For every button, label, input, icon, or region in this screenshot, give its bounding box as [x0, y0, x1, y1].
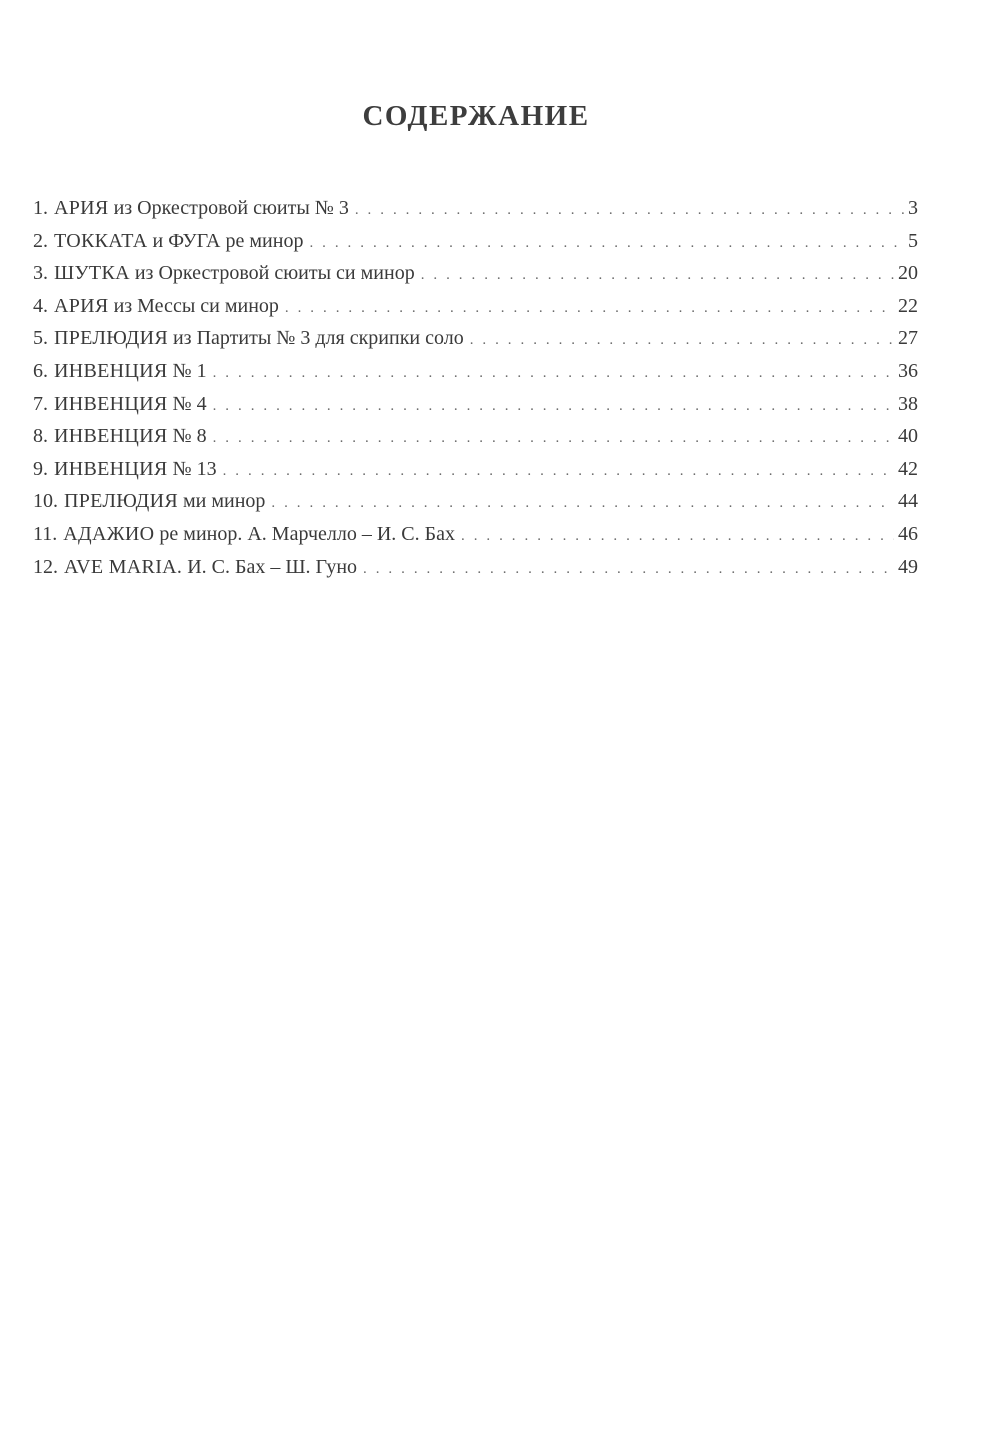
dot-leader — [470, 324, 894, 354]
dot-leader — [355, 194, 904, 224]
entry-page-number: 44 — [898, 490, 918, 513]
dot-leader — [223, 455, 894, 485]
dot-leader — [271, 487, 894, 517]
dot-leader — [213, 357, 894, 387]
entry-main-title: ИНВЕНЦИЯ — [54, 457, 168, 480]
dot-leader — [461, 520, 894, 550]
page-title: СОДЕРЖАНИЕ — [362, 100, 590, 132]
entry-main-title: ШУТКА — [54, 262, 130, 285]
entry-page-number: 36 — [898, 359, 918, 382]
entry-title — [33, 422, 207, 450]
entry-subtitle: ми минор — [182, 490, 266, 513]
toc-entry[interactable] — [33, 259, 918, 292]
dot-leader — [363, 553, 894, 583]
entry-page-number: 38 — [898, 392, 918, 415]
entry-number: 8. — [33, 425, 48, 448]
entry-title — [33, 390, 207, 418]
toc-entry[interactable] — [33, 390, 918, 423]
entry-title — [33, 227, 303, 255]
entry-page-number: 40 — [898, 425, 918, 448]
toc-entry[interactable] — [33, 227, 918, 260]
entry-number: 3. — [33, 262, 48, 285]
entry-main-title: ИНВЕНЦИЯ — [54, 359, 168, 382]
entry-title — [33, 455, 217, 483]
dot-leader — [285, 292, 894, 322]
entry-number: 12. — [33, 555, 58, 578]
toc-entry[interactable] — [33, 520, 918, 553]
entry-main-title: АРИЯ — [54, 197, 109, 219]
entry-main-title: АРИЯ — [54, 294, 109, 317]
toc-entry[interactable] — [33, 194, 918, 227]
entry-subtitle: из Мессы си минор — [113, 294, 279, 317]
entry-page-number: 3 — [908, 197, 918, 219]
entry-subtitle: № 8 — [172, 425, 207, 448]
entry-page-number: 27 — [898, 327, 918, 350]
entry-page-number: 42 — [898, 457, 918, 480]
entry-title — [33, 259, 415, 287]
entry-number: 1. — [33, 197, 48, 219]
entry-main-title: АДАЖИО — [63, 522, 155, 545]
entry-subtitle: из Партиты № 3 для скрипки соло — [172, 327, 464, 350]
entry-main-title: ТОККАТА — [54, 229, 148, 252]
entry-subtitle: № 4 — [172, 392, 207, 415]
toc-entry[interactable] — [33, 292, 918, 325]
entry-page-number: 22 — [898, 294, 918, 317]
entry-title — [33, 324, 464, 352]
entry-number: 4. — [33, 294, 48, 317]
entry-main-title: ИНВЕНЦИЯ — [54, 392, 168, 415]
entry-title — [33, 357, 207, 385]
entry-subtitle: ре минор. А. Марчелло – И. С. Бах — [159, 522, 455, 545]
dot-leader — [213, 390, 894, 420]
toc-entry[interactable] — [33, 487, 918, 520]
entry-subtitle: № 1 — [172, 359, 207, 382]
entry-subtitle: И. С. Бах – Ш. Гуно — [187, 555, 358, 578]
table-of-contents — [33, 194, 918, 585]
entry-number: 7. — [33, 392, 48, 415]
entry-main-title: ИНВЕНЦИЯ — [54, 425, 168, 448]
entry-title — [33, 520, 455, 548]
toc-entry[interactable] — [33, 422, 918, 455]
dot-leader — [213, 422, 894, 452]
toc-entry[interactable] — [33, 553, 918, 586]
entry-number: 10. — [33, 490, 58, 513]
entry-title — [33, 194, 349, 222]
entry-subtitle: из Оркестровой сюиты си минор — [134, 262, 415, 285]
toc-entry[interactable] — [33, 324, 918, 357]
entry-page-number: 5 — [908, 229, 918, 252]
entry-subtitle: № 13 — [172, 457, 217, 480]
entry-number: 9. — [33, 457, 48, 480]
entry-number: 6. — [33, 359, 48, 382]
entry-number: 2. — [33, 229, 48, 252]
entry-page-number: 49 — [898, 555, 918, 578]
dot-leader — [421, 259, 894, 289]
toc-entry[interactable] — [33, 357, 918, 390]
entry-number: 11. — [33, 522, 58, 545]
toc-entry[interactable] — [33, 455, 918, 488]
entry-page-number: 20 — [898, 262, 918, 285]
entry-number: 5. — [33, 327, 48, 350]
entry-subtitle: и ФУГА ре минор — [152, 229, 304, 252]
entry-main-title: AVE MARIA. — [64, 555, 183, 578]
entry-page-number: 46 — [898, 522, 918, 545]
entry-subtitle: из Оркестровой сюиты № 3 — [113, 197, 349, 219]
entry-main-title: ПРЕЛЮДИЯ — [54, 327, 168, 350]
entry-title — [33, 553, 357, 581]
entry-title — [33, 292, 279, 320]
entry-main-title: ПРЕЛЮДИЯ — [64, 490, 178, 513]
entry-title — [33, 487, 265, 515]
dot-leader — [309, 227, 904, 257]
